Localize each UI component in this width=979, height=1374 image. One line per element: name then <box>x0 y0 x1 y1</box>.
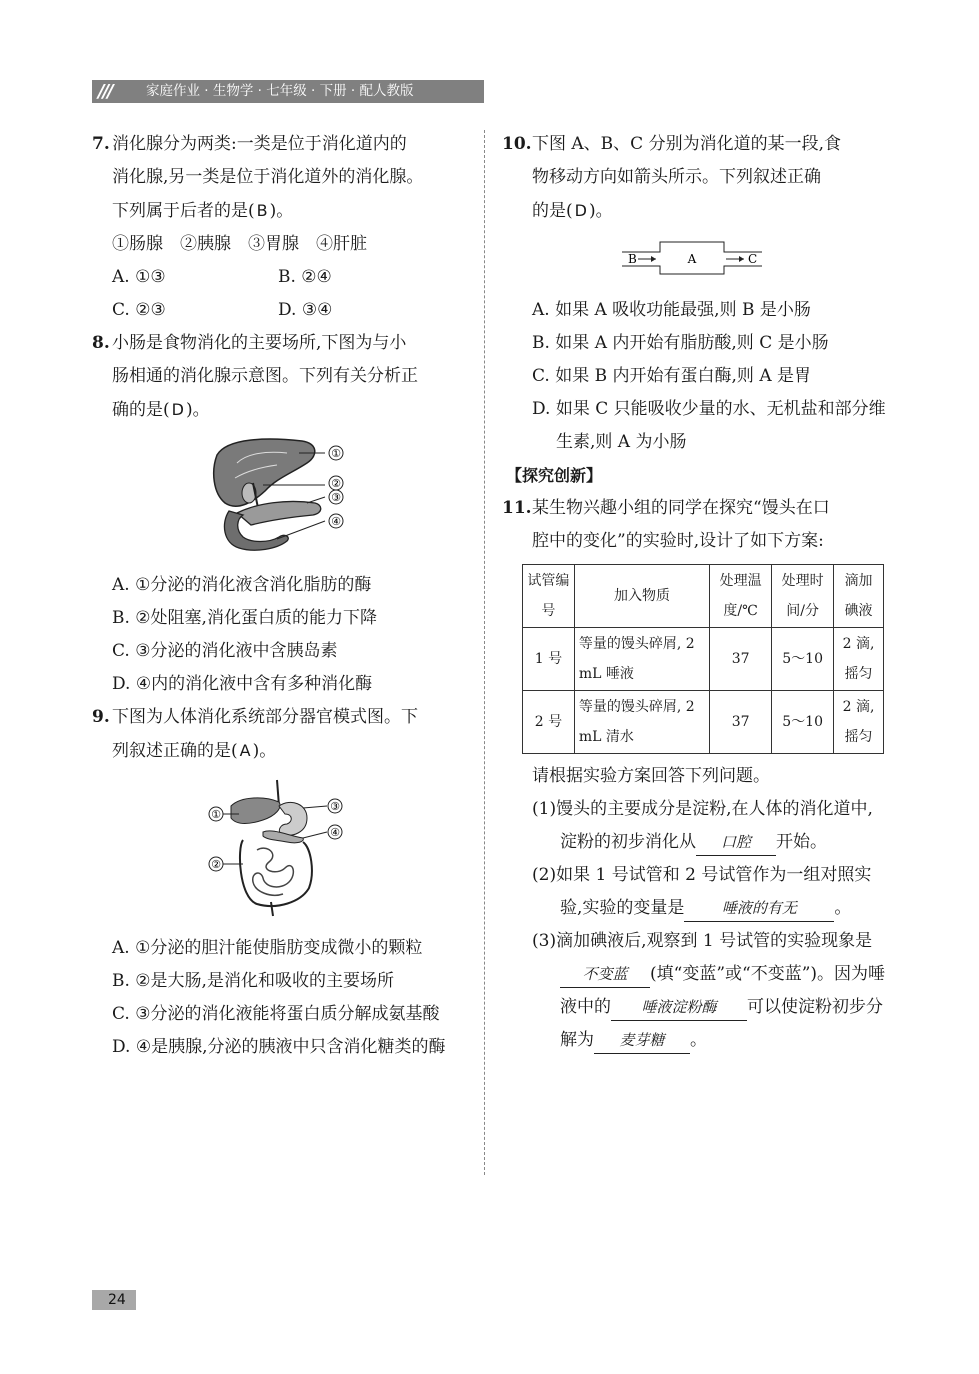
label-2: ② <box>331 477 341 490</box>
options-row <box>92 294 472 327</box>
abc-segment-diagram <box>620 238 770 278</box>
question-text: 下图为人体消化系统部分器官模式图。下 <box>112 707 418 727</box>
table-header: 处理温度/℃ <box>710 565 772 628</box>
table-cell: 2 号 <box>523 691 575 754</box>
question-number: 7. <box>92 134 110 154</box>
question-text: 腔中的变化”的实验时,设计了如下方案: <box>532 531 824 551</box>
sub-question-2: (2)如果 1 号试管和 2 号试管作为一组对照实验,实验的变量是 唾液的有无 。 <box>502 859 887 925</box>
option-b: B. ②是大肠,是消化和吸收的主要场所 <box>112 971 394 991</box>
option-b: B. 如果 A 内开始有脂肪酸,则 C 是小肠 <box>532 333 829 353</box>
label-2: ② <box>211 858 221 871</box>
question-text: 小肠是食物消化的主要场所,下图为与小 <box>112 333 407 353</box>
question-text: 的是( D )。 <box>532 201 613 221</box>
digestive-system-figure <box>92 778 472 920</box>
table-header-row <box>523 565 884 628</box>
label-3: ③ <box>331 491 341 504</box>
question-9 <box>92 701 472 768</box>
table-cell: 等量的馒头碎屑, 2 mL 唾液 <box>574 628 709 691</box>
label-1: ① <box>211 808 221 821</box>
option-c: C. ②③ <box>112 300 166 320</box>
segment-c-label: C <box>747 252 757 266</box>
option-d: D. ④是胰腺,分泌的胰液中只含消化糖类的酶 <box>112 1037 446 1057</box>
question-8 <box>92 327 472 427</box>
option-c: C. ③分泌的消化液能将蛋白质分解成氨基酸 <box>112 1004 440 1024</box>
sub-question-1: (1)馒头的主要成分是淀粉,在人体的消化道中,淀粉的初步消化从 口腔 开始。 <box>502 793 887 859</box>
question-number: 10. <box>502 134 532 154</box>
table-cell: 5～10 <box>772 691 834 754</box>
question-text: 物移动方向如箭头所示。下列叙述正确 <box>532 167 821 187</box>
question-text: 某生物兴趣小组的同学在探究“馒头在口 <box>532 498 830 518</box>
table-cell: 等量的馒头碎屑, 2 mL 清水 <box>574 691 709 754</box>
answer-blank: 不变蓝 <box>560 961 650 988</box>
table-header: 滴加碘液 <box>834 565 884 628</box>
option-a: A. 如果 A 吸收功能最强,则 B 是小肠 <box>532 300 811 320</box>
answer-choice: B <box>256 201 268 220</box>
label-3: ③ <box>330 800 340 813</box>
experiment-table <box>522 564 884 754</box>
question-text: 消化腺,另一类是位于消化道外的消化腺。 <box>112 167 424 187</box>
option-d: D. ④内的消化液中含有多种消化酶 <box>112 674 373 694</box>
segment-a-label: A <box>687 252 696 266</box>
table-cell: 2 滴, 摇匀 <box>834 628 884 691</box>
running-header <box>92 80 484 103</box>
header-title: 家庭作业 · 生物学 · 七年级 · 下册 · 配人教版 <box>146 83 414 99</box>
table-cell: 37 <box>710 691 772 754</box>
label-1: ① <box>331 447 341 460</box>
question-text: 消化腺分为两类:一类是位于消化道内的 <box>112 134 407 154</box>
answer-blank: 唾液淀粉酶 <box>611 994 747 1021</box>
answer-blank: 麦芽糖 <box>594 1027 690 1054</box>
answer-choice: D <box>171 400 184 419</box>
left-column <box>92 128 472 1064</box>
page-number-box <box>92 1290 136 1310</box>
question-text: 下图 A、B、C 分别为消化道的某一段,食 <box>532 134 841 154</box>
table-header: 试管编号 <box>523 565 575 628</box>
table-row <box>523 691 884 754</box>
table-cell: 1 号 <box>523 628 575 691</box>
option-c: C. 如果 B 内开始有蛋白酶,则 A 是胃 <box>532 366 811 386</box>
question-number: 8. <box>92 333 110 353</box>
question-text: 确的是( D )。 <box>112 400 210 420</box>
option-d: D. 如果 C 只能吸收少量的水、无机盐和部分维生素,则 A 为小肠 <box>532 399 886 452</box>
right-column <box>502 128 887 1057</box>
digestive-tract-diagram <box>502 238 887 278</box>
table-header: 加入物质 <box>574 565 709 628</box>
label-4: ④ <box>331 515 341 528</box>
question-7 <box>92 128 472 228</box>
instruction-text: 请根据实验方案回答下列问题。 <box>532 766 770 786</box>
question-text: 下列属于后者的是( B )。 <box>112 201 294 221</box>
item-list: ①肠腺 ②胰腺 ③胃腺 ④肝脏 <box>112 234 367 254</box>
options-row <box>92 261 472 294</box>
option-c: C. ③分泌的消化液中含胰岛素 <box>112 641 338 661</box>
answer-choice: A <box>239 741 251 760</box>
table-row <box>523 628 884 691</box>
table-cell: 2 滴, 摇匀 <box>834 691 884 754</box>
liver-pancreas-diagram <box>207 433 357 563</box>
table-cell: 5～10 <box>772 628 834 691</box>
header-slashes: /// <box>98 81 112 102</box>
question-number: 11. <box>502 498 532 518</box>
question-text: 肠相通的消化腺示意图。下列有关分析正 <box>112 366 418 386</box>
question-number: 9. <box>92 707 110 727</box>
answer-blank: 唾液的有无 <box>684 895 834 922</box>
answer-blank: 口腔 <box>696 829 776 856</box>
page-number: 24 <box>108 1292 126 1308</box>
sub-question-3: (3)滴加碘液后,观察到 1 号试管的实验现象是不变蓝 (填“变蓝”或“不变蓝”)。因为唾液中的 唾液淀粉酶 可以使淀粉初步分解为 麦芽糖 。 <box>502 925 887 1057</box>
segment-b-label: B <box>627 252 637 266</box>
table-cell: 37 <box>710 628 772 691</box>
option-a: A. ①分泌的胆汁能使脂肪变成微小的颗粒 <box>112 938 423 958</box>
label-4: ④ <box>330 826 340 839</box>
option-a: A. ①③ <box>112 267 166 287</box>
section-heading: 【探究创新】 <box>506 466 603 485</box>
digestive-organs-diagram <box>207 778 357 920</box>
column-divider <box>484 130 485 1175</box>
answer-choice: D <box>574 201 587 220</box>
table-header: 处理时间/分 <box>772 565 834 628</box>
option-d: D. ③④ <box>278 300 333 320</box>
digestive-gland-figure <box>92 433 472 563</box>
question-11 <box>502 492 887 558</box>
option-b: B. ②处阻塞,消化蛋白质的能力下降 <box>112 608 377 628</box>
option-a: A. ①分泌的消化液含消化脂肪的酶 <box>112 575 372 595</box>
question-10 <box>502 128 887 228</box>
option-b: B. ②④ <box>278 267 332 287</box>
question-text: 列叙述正确的是( A )。 <box>112 741 277 761</box>
